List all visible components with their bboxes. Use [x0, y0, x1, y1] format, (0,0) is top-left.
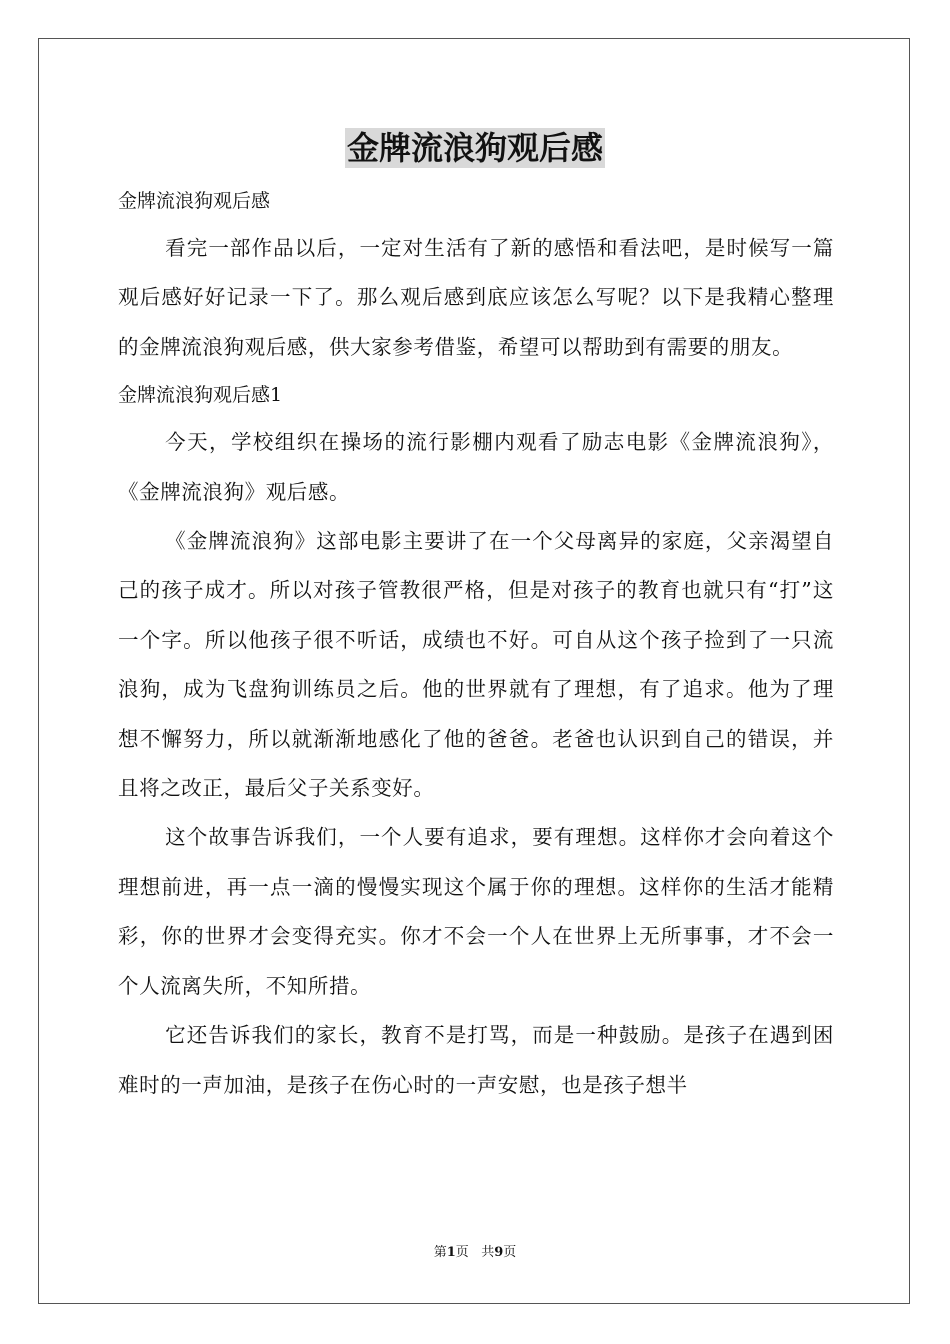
section-heading: 金牌流浪狗观后感1: [118, 384, 283, 407]
footer-total-prefix: 共: [481, 1245, 495, 1260]
footer-total-suffix: 页: [503, 1245, 517, 1260]
footer-page-suffix: 页: [455, 1245, 469, 1260]
body-paragraph-4: 它还告诉我们的家长，教育不是打骂，而是一种鼓励。是孩子在遇到困难时的一声加油，是孩子在伤心时的一声安慰，也是孩子想半: [118, 1023, 834, 1097]
body-paragraph-1: 今天，学校组织在操场的流行影棚内观看了励志电影《金牌流浪狗》，《金牌流浪狗》观后感。: [118, 430, 834, 504]
page-footer: [0, 1244, 950, 1262]
footer-prefix: 第: [433, 1245, 447, 1260]
body-paragraph-3: 这个故事告诉我们，一个人要有追求，要有理想。这样你才会向着这个理想前进，再一点一滴的慢慢实现这个属于你的理想。这样你的生活才能精彩，你的世界才会变得充实。你才不会一个人在世界上无所事事，才不会一个人流离失所，不知所措。: [118, 825, 834, 998]
document-body: [118, 178, 834, 1110]
document-title: 金牌流浪狗观后感: [346, 129, 603, 167]
document-subtitle: 金牌流浪狗观后感: [118, 190, 271, 212]
intro-paragraph: 看完一部作品以后，一定对生活有了新的感悟和看法吧，是时候写一篇观后感好好记录一下了。那么观后感到底应该怎么写呢？以下是我精心整理的金牌流浪狗观后感，供大家参考借鉴，希望可以帮助到有需要的朋友。: [118, 236, 834, 359]
footer-total-pages: 9: [494, 1245, 504, 1260]
title-container: [0, 128, 950, 168]
body-paragraph-2: 《金牌流浪狗》这部电影主要讲了在一个父母离异的家庭，父亲渴望自己的孩子成才。所以对孩子管教很严格，但是对孩子的教育也就只有“打”这一个字。所以他孩子很不听话，成绩也不好。可自从这个孩子捡到了一只流浪狗，成为飞盘狗训练员之后。他的世界就有了理想，有了追求。他为了理想不懈努力，所以就渐渐地感化了他的爸爸。老爸也认识到自己的错误，并且将之改正，最后父子关系变好。: [118, 529, 834, 801]
footer-page-number: 1: [446, 1245, 456, 1260]
